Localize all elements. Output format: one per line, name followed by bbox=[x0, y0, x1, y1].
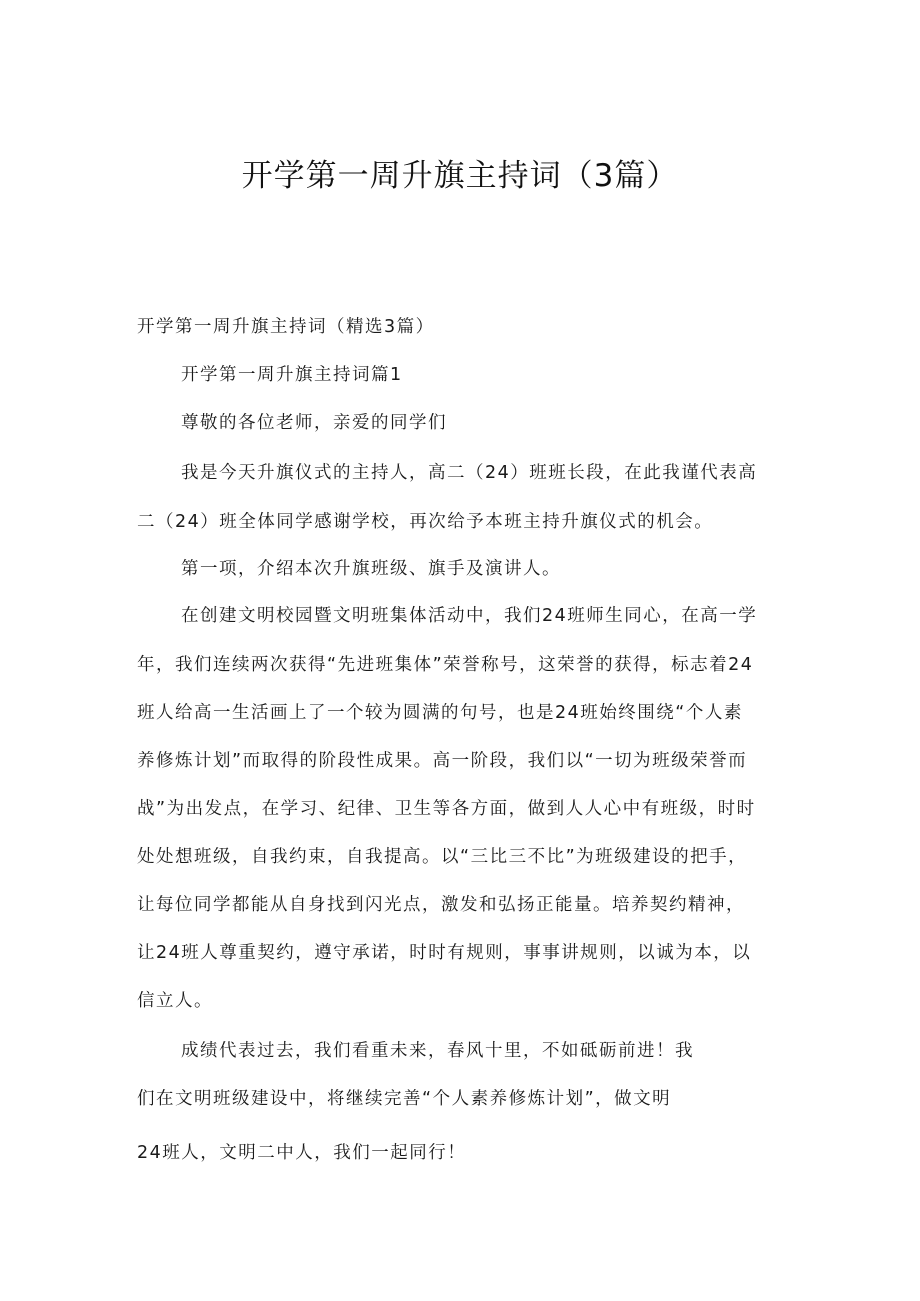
paragraph-line: 班人给高一生活画上了一个较为圆满的句号，也是24班始终围绕“个人素 bbox=[137, 703, 743, 723]
paragraph-line: 让24班人尊重契约，遵守承诺，时时有规则，事事讲规则，以诚为本，以 bbox=[137, 943, 752, 963]
paragraph-line: 让每位同学都能从自身找到闪光点，激发和弘扬正能量。培养契约精神， bbox=[137, 895, 745, 915]
paragraph-line: 年，我们连续两次获得“先进班集体”荣誉称号，这荣誉的获得，标志着24 bbox=[137, 655, 754, 675]
paragraph-line: 战”为出发点，在学习、纪律、卫生等各方面，做到人人心中有班级，时时 bbox=[137, 799, 756, 819]
paragraph-line: 们在文明班级建设中，将继续完善“个人素养修炼计划”，做文明 bbox=[137, 1089, 672, 1109]
paragraph-line: 我是今天升旗仪式的主持人，高二（24）班班长段，在此我谨代表高 bbox=[181, 463, 758, 483]
paragraph-line: 二（24）班全体同学感谢学校，再次给予本班主持升旗仪式的机会。 bbox=[137, 512, 714, 532]
paragraph-line: 处处想班级，自我约束，自我提高。以“三比三不比”为班级建设的把手， bbox=[137, 847, 748, 867]
section-heading: 开学第一周升旗主持词篇1 bbox=[181, 365, 403, 385]
paragraph-line: 在创建文明校园暨文明班集体活动中，我们24班师生同心，在高一学 bbox=[181, 606, 758, 626]
document-subtitle: 开学第一周升旗主持词（精选3篇） bbox=[137, 317, 435, 337]
document-title: 开学第一周升旗主持词（3篇） bbox=[241, 158, 679, 194]
paragraph-line: 第一项，介绍本次升旗班级、旗手及演讲人。 bbox=[181, 559, 561, 579]
paragraph-line: 尊敬的各位老师，亲爱的同学们 bbox=[181, 413, 447, 433]
paragraph-line: 24班人，文明二中人，我们一起同行！ bbox=[137, 1143, 467, 1163]
paragraph-line: 信立人。 bbox=[137, 991, 213, 1011]
paragraph-line: 成绩代表过去，我们看重未来，春风十里，不如砥砺前进！我 bbox=[181, 1041, 694, 1061]
paragraph-line: 养修炼计划”而取得的阶段性成果。高一阶段，我们以“一切为班级荣誉而 bbox=[137, 751, 748, 771]
